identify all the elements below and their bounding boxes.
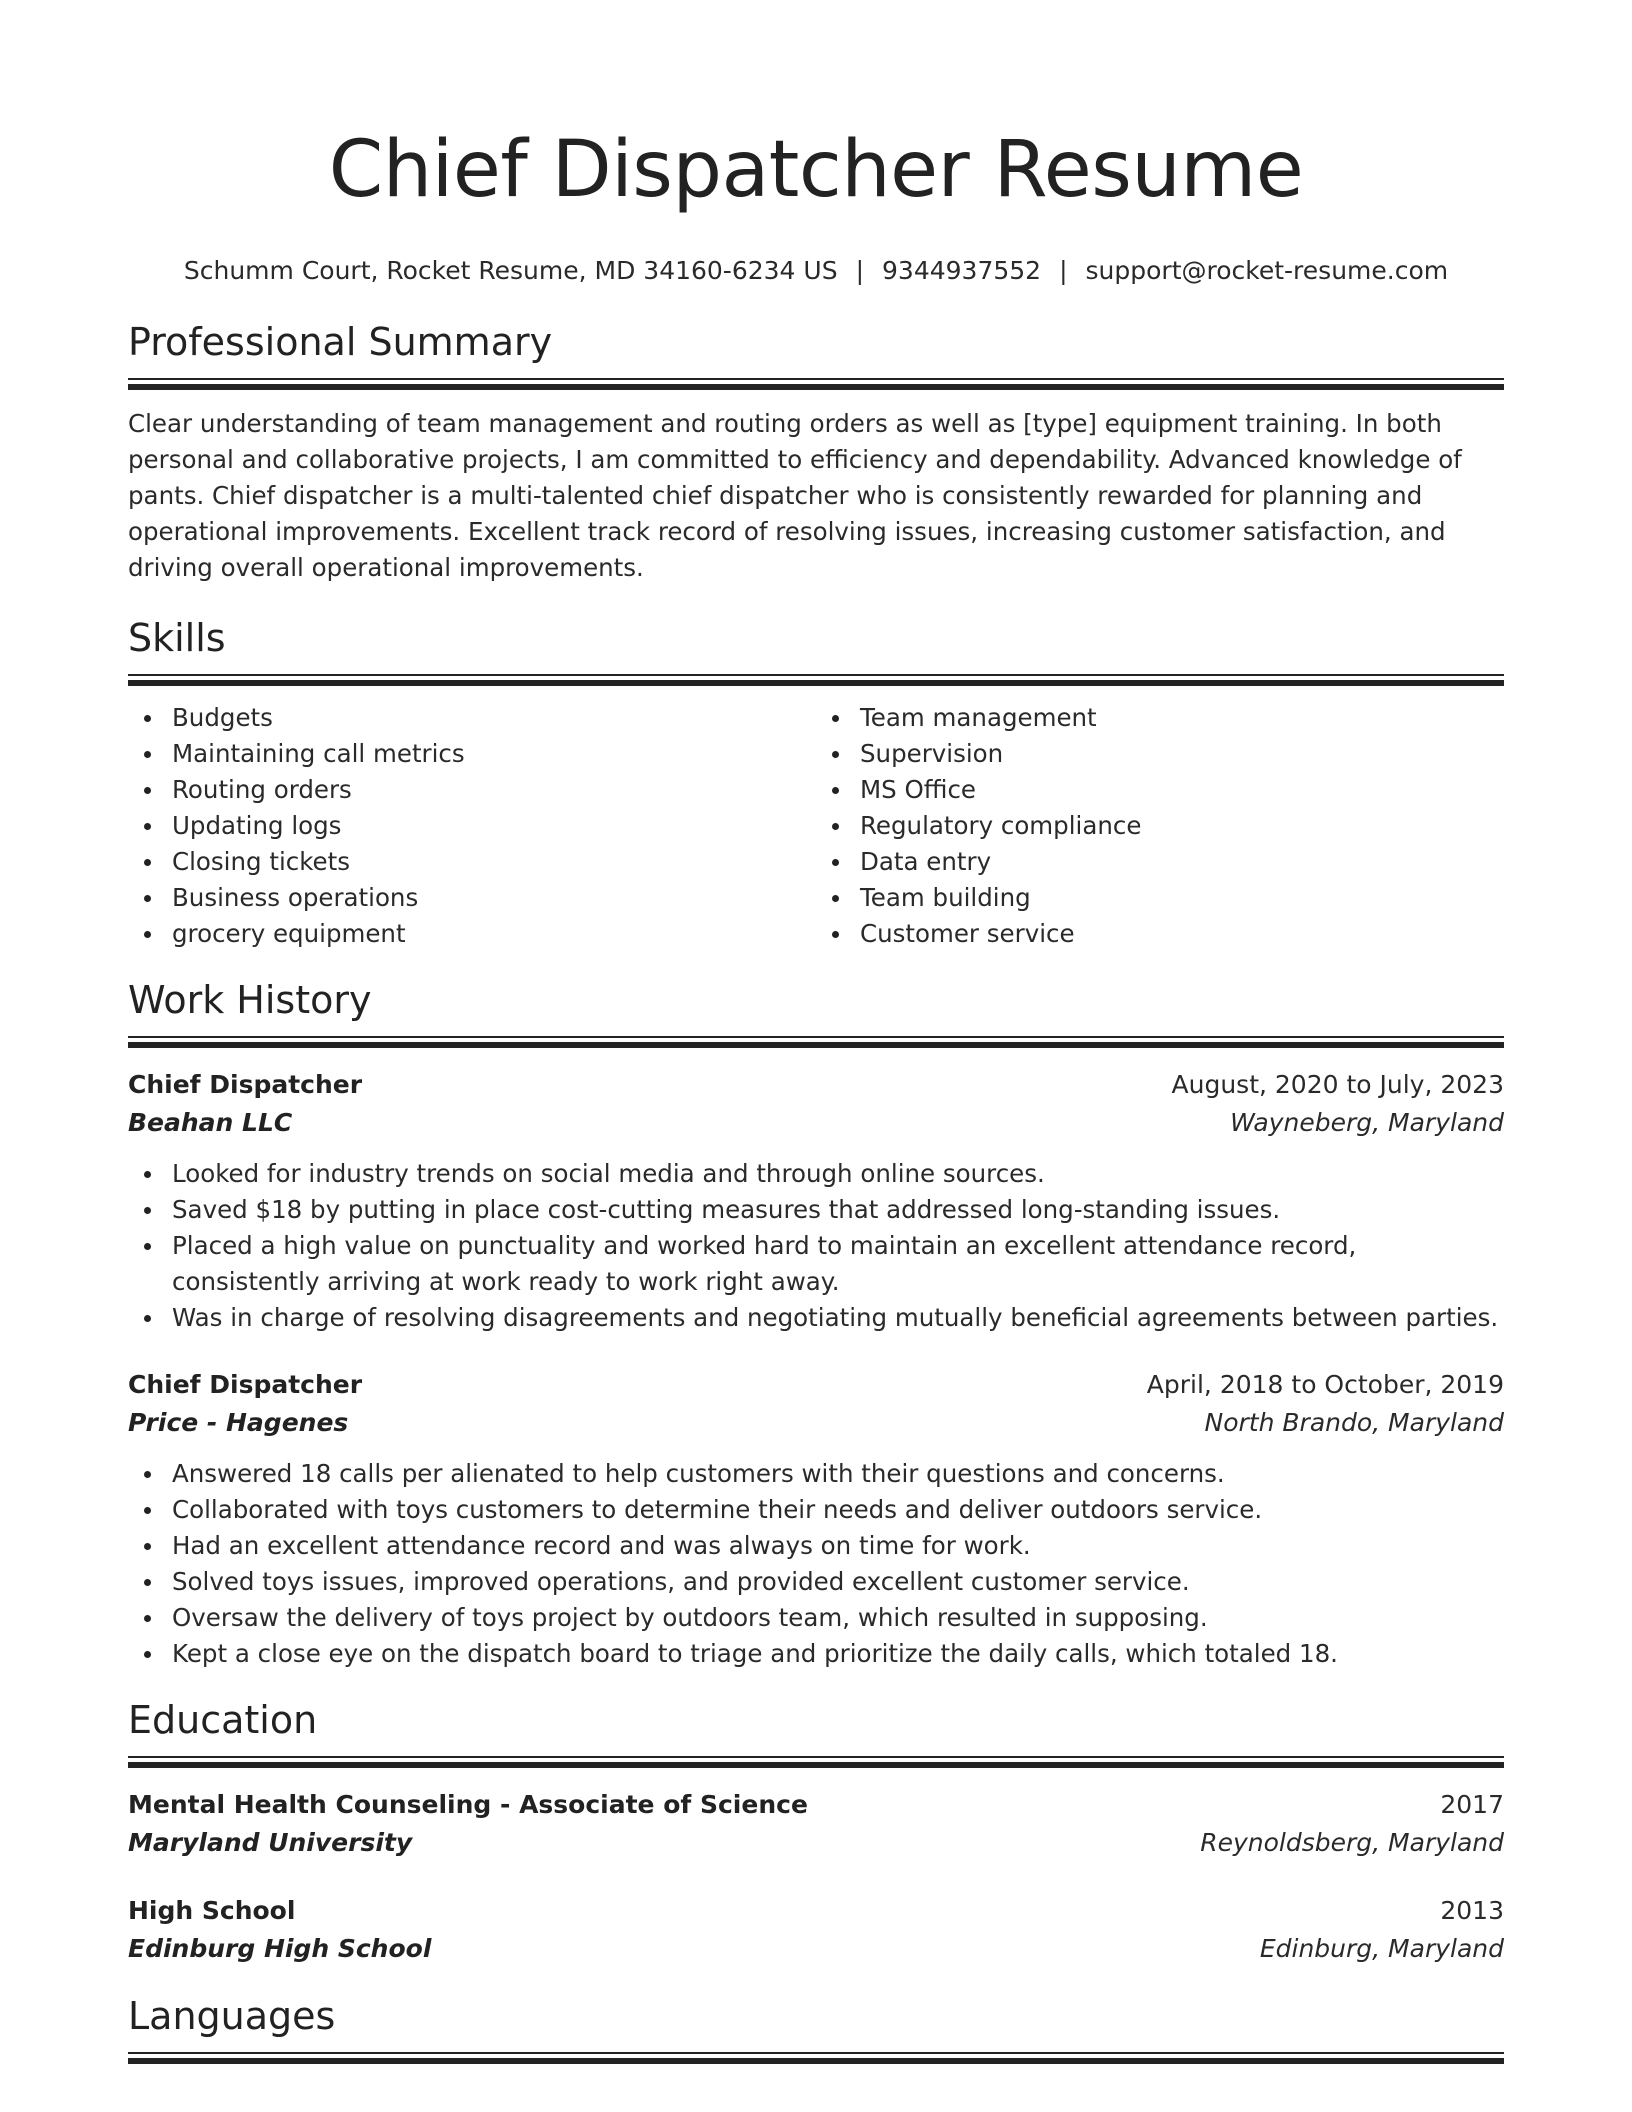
education-entry [128, 1786, 1504, 1862]
education-school: Maryland University [128, 1828, 413, 1857]
skills-section [128, 614, 1504, 952]
job-subheader [128, 1404, 1504, 1442]
education-year: 2013 [1440, 1896, 1504, 1925]
list-item: Oversaw the delivery of toys project by outdoors team, which resulted in supposing. [172, 1600, 1504, 1636]
job-header [128, 1066, 1504, 1104]
job-location: North Brando, Maryland [1204, 1408, 1504, 1437]
skills-heading: Skills [128, 616, 226, 660]
education-section [128, 1696, 1504, 1968]
skill-item: Budgets [172, 700, 816, 736]
skill-item: Supervision [860, 736, 1504, 772]
education-year: 2017 [1440, 1790, 1504, 1819]
education-degree: Mental Health Counseling - Associate of Science [128, 1790, 808, 1819]
section-divider [128, 2052, 1504, 2064]
job-bullets [128, 1156, 1504, 1336]
list-item: Answered 18 calls per alienated to help customers with their questions and concerns. [172, 1456, 1504, 1492]
contact-phone: 9344937552 [882, 256, 1042, 285]
skill-item: Business operations [172, 880, 816, 916]
languages-heading: Languages [128, 1994, 336, 2038]
skill-item: MS Office [860, 772, 1504, 808]
list-item: Had an excellent attendance record and was always on time for work. [172, 1528, 1504, 1564]
skill-item: Customer service [860, 916, 1504, 952]
list-item: Saved $18 by putting in place cost-cutting measures that addressed long-standing issues. [172, 1192, 1504, 1228]
section-divider [128, 1756, 1504, 1768]
section-divider [128, 674, 1504, 686]
job-company: Beahan LLC [128, 1108, 293, 1137]
list-item: Solved toys issues, improved operations, and provided excellent customer service. [172, 1564, 1504, 1600]
education-subheader [128, 1824, 1504, 1862]
contact-separator: | [1059, 256, 1068, 285]
contact-line [128, 254, 1504, 288]
job-subheader [128, 1104, 1504, 1142]
work-section [128, 976, 1504, 1672]
contact-separator: | [855, 256, 865, 285]
summary-section [128, 318, 1504, 586]
list-item: Kept a close eye on the dispatch board to triage and prioritize the daily calls, which totaled 18. [172, 1636, 1504, 1672]
job-title: Chief Dispatcher [128, 1070, 363, 1099]
work-heading: Work History [128, 978, 372, 1022]
job-dates: August, 2020 to July, 2023 [1171, 1070, 1504, 1099]
list-item: Placed a high value on punctuality and worked hard to maintain an excellent attendance record, consistently arriving at work ready to work right away. [172, 1228, 1504, 1300]
job-location: Wayneberg, Maryland [1230, 1108, 1504, 1137]
education-subheader [128, 1930, 1504, 1968]
languages-section [128, 1992, 1504, 2064]
summary-heading: Professional Summary [128, 320, 553, 364]
job-title: Chief Dispatcher [128, 1370, 363, 1399]
contact-address: Schumm Court, Rocket Resume, MD 34160-6234 US [183, 256, 838, 285]
education-degree: High School [128, 1896, 296, 1925]
summary-text: Clear understanding of team management and routing orders as well as [type] equipment training. In both personal and collaborative projects, I am committed to efficiency and dependability. Advanced knowledge of pants. Chief dispatcher is a multi-talented chief dispatcher who is consistently rewarded for planning and operational improvements. Excellent track record of resolving issues, increasing customer satisfaction, and driving overall operational improvements. [128, 409, 1462, 582]
education-location: Edinburg, Maryland [1259, 1934, 1504, 1963]
education-school: Edinburg High School [128, 1934, 432, 1963]
contact-email: support@rocket-resume.com [1085, 256, 1449, 285]
skill-item: Data entry [860, 844, 1504, 880]
job-company: Price - Hagenes [128, 1408, 349, 1437]
skill-item: Regulatory compliance [860, 808, 1504, 844]
job-entry [128, 1366, 1504, 1672]
skill-item: Updating logs [172, 808, 816, 844]
job-dates: April, 2018 to October, 2019 [1146, 1370, 1504, 1399]
section-divider [128, 378, 1504, 390]
education-header [128, 1892, 1504, 1930]
skill-item: Team management [860, 700, 1504, 736]
job-entry [128, 1066, 1504, 1336]
skill-item: Closing tickets [172, 844, 816, 880]
education-location: Reynoldsberg, Maryland [1200, 1828, 1504, 1857]
page-title: Chief Dispatcher Resume [328, 125, 1304, 215]
skill-item: Maintaining call metrics [172, 736, 816, 772]
job-bullets [128, 1456, 1504, 1672]
list-item: Looked for industry trends on social media and through online sources. [172, 1156, 1504, 1192]
skills-column-right [816, 700, 1504, 952]
skill-item: Team building [860, 880, 1504, 916]
education-heading: Education [128, 1698, 318, 1742]
education-entry [128, 1892, 1504, 1968]
skill-item: Routing orders [172, 772, 816, 808]
skill-item: grocery equipment [172, 916, 816, 952]
list-item: Was in charge of resolving disagreements and negotiating mutually beneficial agreements between parties. [172, 1300, 1504, 1336]
education-header [128, 1786, 1504, 1824]
section-divider [128, 1036, 1504, 1048]
job-header [128, 1366, 1504, 1404]
list-item: Collaborated with toys customers to determine their needs and deliver outdoors service. [172, 1492, 1504, 1528]
skills-grid [128, 700, 1504, 952]
skills-column-left [128, 700, 816, 952]
